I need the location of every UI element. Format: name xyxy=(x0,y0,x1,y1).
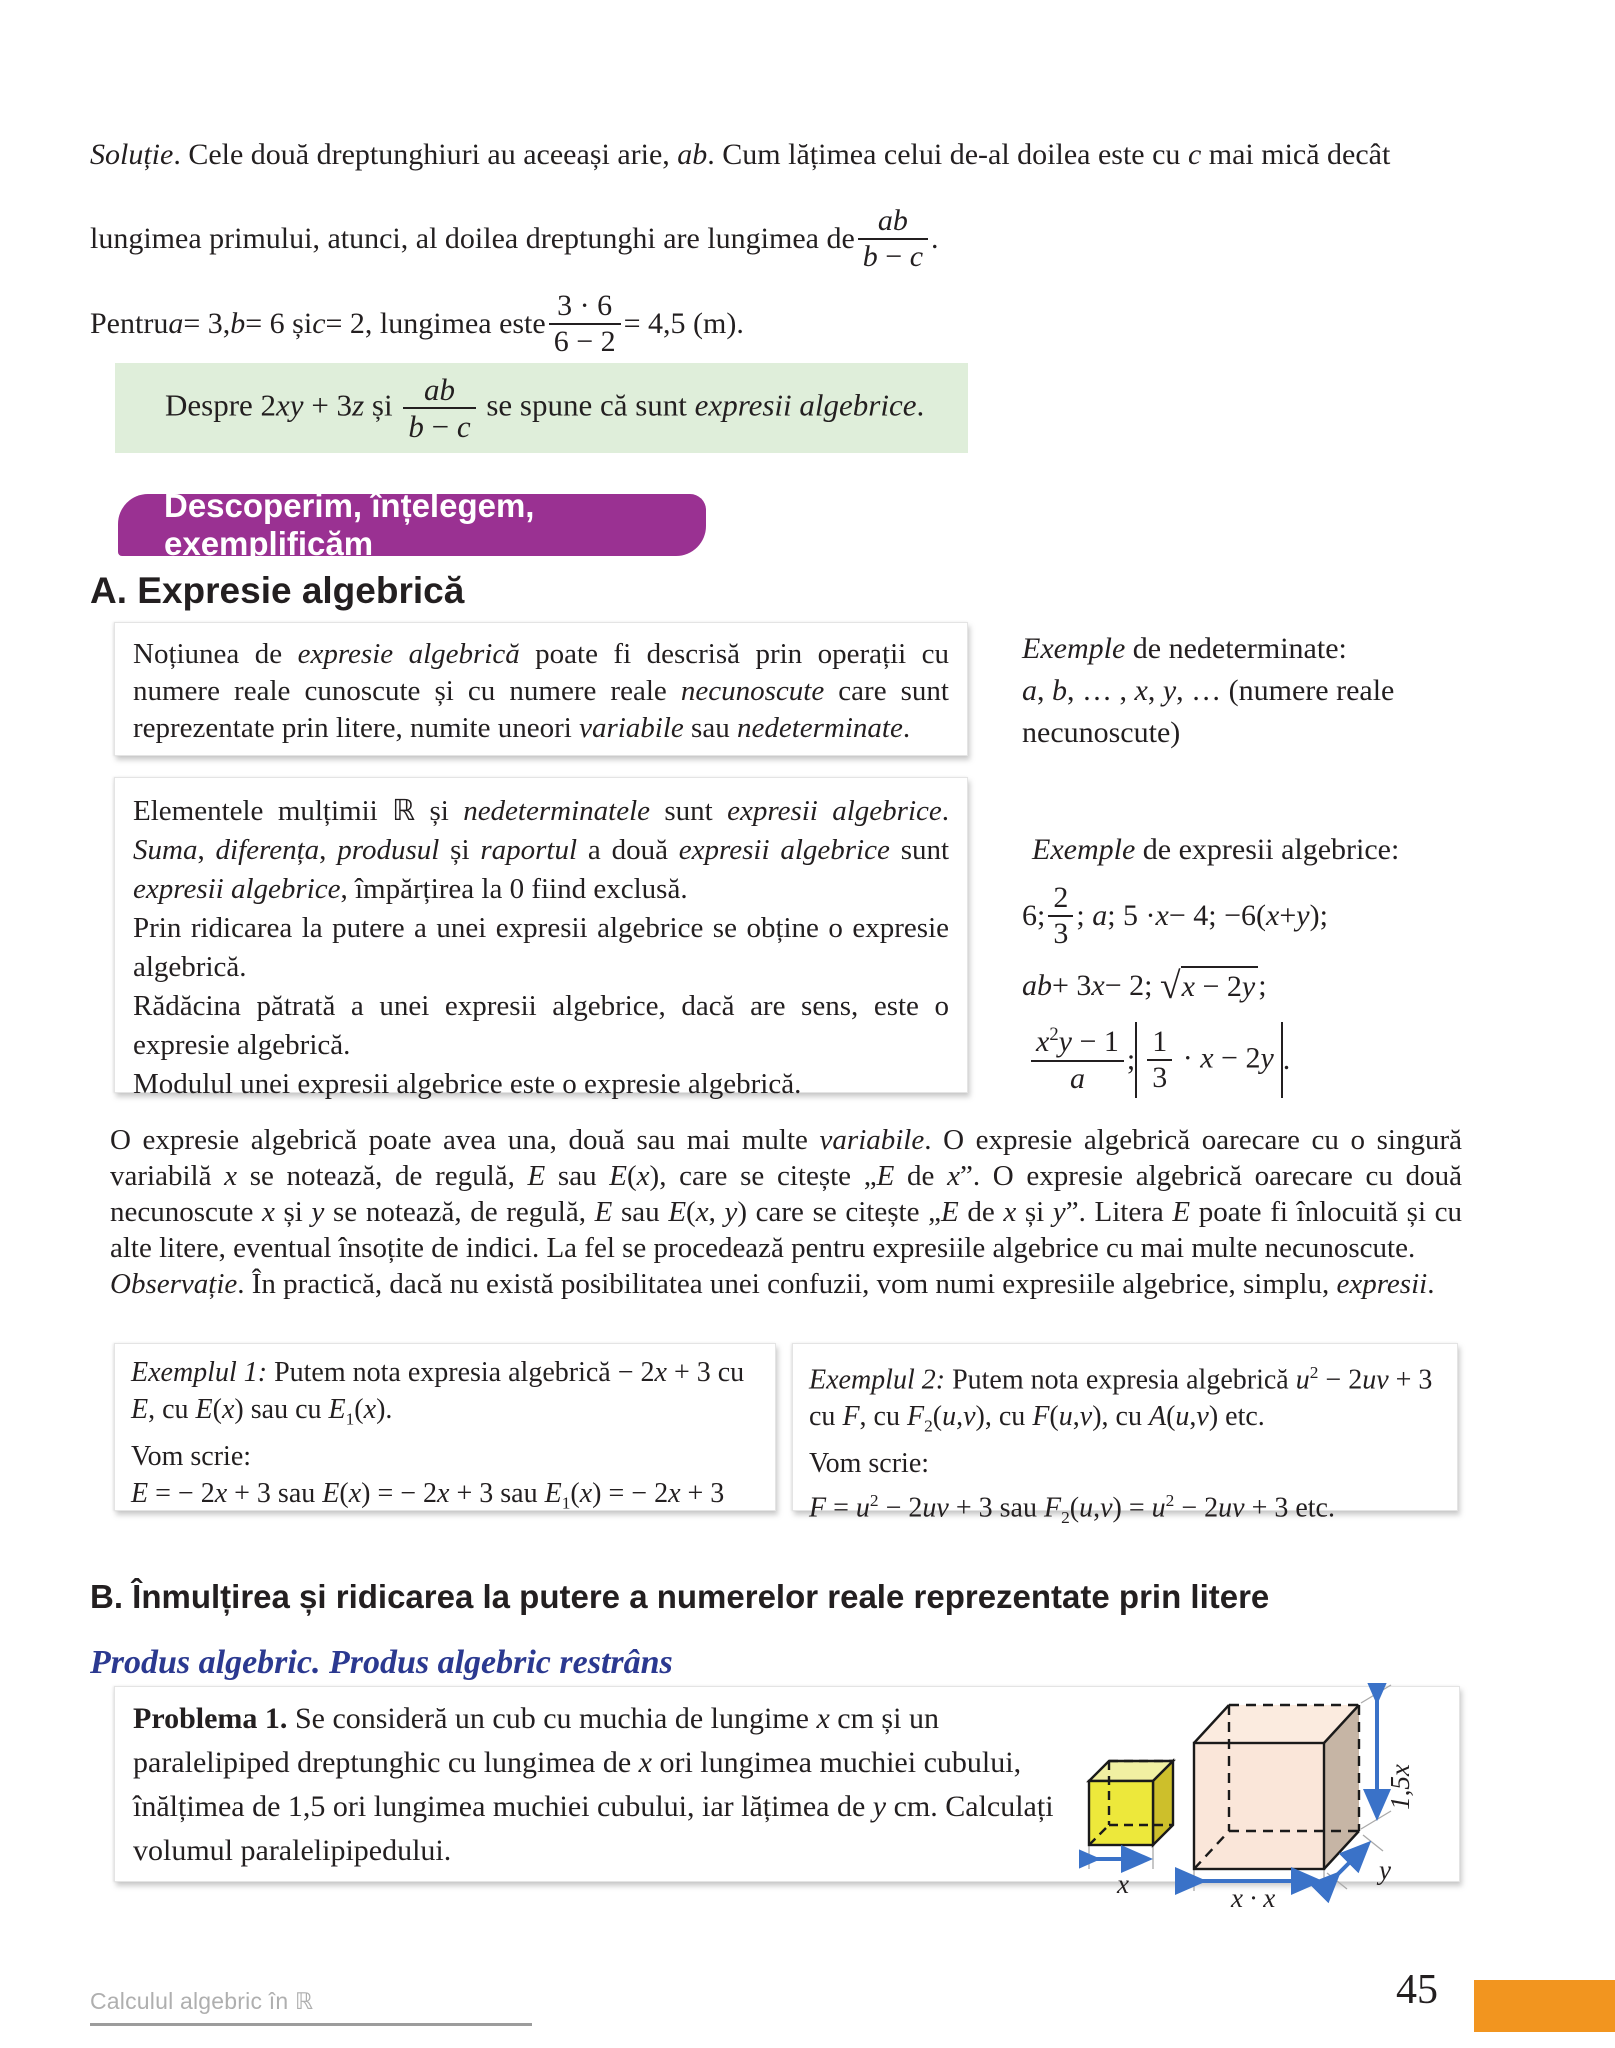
cube-parallelepiped-figure xyxy=(1079,1683,1451,1909)
examples-expresii-line-2: ab + 3 x − 2; √x − 2y ; xyxy=(1022,965,1267,1007)
box-height-label: 1,5x xyxy=(1385,1764,1415,1810)
problem-1-box xyxy=(114,1686,1460,1909)
discover-banner-label: Descoperim, înțelegem, exemplificăm xyxy=(164,487,535,562)
footer-chapter-label: Calculul algebric în ℝ xyxy=(90,1988,314,2014)
examples-nedeterminate: Exemple de nedeterminate: a, b, … , x, y, … (numere reale necunoscute) xyxy=(1022,632,1395,749)
box-length-label: x · x xyxy=(1231,1883,1276,1909)
examples-expresii-header: Exemple de expresii algebrice: xyxy=(1032,833,1400,866)
green-note-text: Despre 2xy + 3z și $\frac{ab}{b - c}$ se spune că sunt expresii algebrice. xyxy=(165,371,925,444)
solution-line-3: Pentru a = 3, b = 6 și c = 2, lungimea este 3 · 6 6 − 2 = 4,5 (m). xyxy=(90,288,744,358)
parallelepiped xyxy=(1194,1705,1359,1869)
examples-expresii-line-3: $x^2y - 1$ a ; $\frac{1}{3}$ · x − 2y . xyxy=(1028,1014,1290,1106)
example-1-box: Exemplul 1: Putem nota expresia algebrică − 2x + 3 cu E, cu E(x) sau cu $E_1(x)$. Vom scrie: E = − 2x + 3 sau E(x) = − 2x + 3 sau $E_1(x)$ = − 2x + 3 xyxy=(114,1343,776,1511)
definition-box-1: Noțiunea de expresie algebrică poate fi descrisă prin operații cu numere reale cunoscute și cu numere reale necunoscute care sunt reprezentate prin litere, numite uneori variabile sau nedeterminate. xyxy=(114,622,968,756)
definition-box-2: Elementele mulțimii ℝ și nedeterminatele sunt expresii algebrice. Suma, diferența, produsul și raportul a două expresii algebrice sunt expresii algebrice, împărțirea la 0 fiind exclusă. Prin ridicarea la putere a unei expresii algebrice se obține o expresie algebrică. Rădăcina pătrată a unei expresii algebrice, dacă are sens, este o expresie algebrică. Modulul unei expresii algebrice este o expresie algebrică. xyxy=(114,777,968,1093)
green-note-box xyxy=(115,363,968,453)
examples-expresii-line-1: 6; 2 3 ; a ; 5 · x − 4; −6( x + y ); xyxy=(1022,880,1328,950)
yellow-cube xyxy=(1089,1761,1173,1845)
cube-edge-label: x xyxy=(1117,1869,1129,1899)
section-b-subtitle: Produs algebric. Produs algebric restrâns xyxy=(90,1644,673,1681)
section-a-title: A. Expresie algebrică xyxy=(90,570,465,611)
solution-line-1: Soluție. Cele două dreptunghiuri au aceeași arie, ab. Cum lățimea celui de-al doilea este cu c mai mică decât xyxy=(90,138,1391,171)
variables-paragraph: O expresie algebrică poate avea una, două sau mai multe variabile. O expresie algebrică oarecare cu o singură variabilă x se notează, de regulă, E sau E(x), care se citește „E de x”. O expresie algebrică oarecare cu două necunoscute x și y se notează, de regulă, E sau E(x, y) care se citește „E de x și y”. Litera E poate fi înlocuită și cu alte litere, eventual însoțite de indici. La fel se procedează pentru expresiile algebrice cu mai multe necunoscute. Observație. În practică, dacă nu există posibilitatea unei confuzii, vom numi expresiile algebrice, simplu, expresii. xyxy=(110,1124,1463,1300)
example-2-box: Exemplul 2: Putem nota expresia algebrică $u^2 - 2uv + 3$ cu F, cu $F_2(u,v)$, cu F(u,v), cu A(u,v) etc. Vom scrie: $F = u^2 - 2uv + 3$ sau $F_2(u,v) = u^2 - 2uv + 3$ etc. xyxy=(792,1343,1458,1511)
box-depth-label: y xyxy=(1379,1855,1391,1885)
page-marker xyxy=(1474,1980,1615,2032)
section-b-title: B. Înmulțirea și ridicarea la putere a numerelor reale reprezentate prin litere xyxy=(90,1578,1270,1615)
solution-line-2: lungimea primului, atunci, al doilea dreptunghi are lungimea de ab b − c . xyxy=(90,203,939,273)
discover-banner xyxy=(118,487,706,562)
footer-chapter xyxy=(90,1988,532,2026)
problem-1-text: Problema 1. Se consideră un cub cu muchia de lungime x cm și un paralelipiped dreptunghic cu lungimea de x ori lungimea muchiei cubului, înălțimea de 1,5 ori lungimea muchiei cubului, iar lățimea de y cm. Calculați volumul paralelipipedului. xyxy=(133,1702,1054,1867)
page-number: 45 xyxy=(1396,1967,1438,2013)
